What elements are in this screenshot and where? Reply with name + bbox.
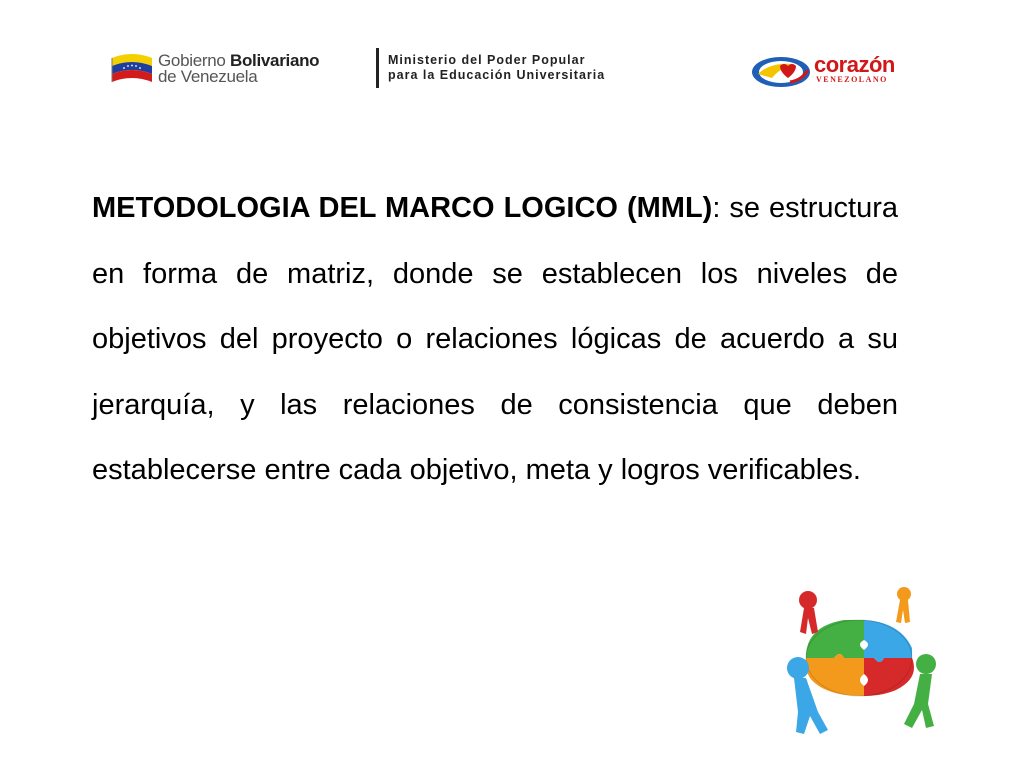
corazon-venezolano-logo: [750, 52, 930, 92]
gobierno-text: [158, 53, 373, 85]
corazon-title: corazón: [814, 52, 895, 77]
gobierno-word: Gobierno: [158, 51, 226, 70]
definition-body: se estructura en forma de matriz, donde se establecen los niveles de objetivos del proyecto o relaciones lógicas de acuerdo a su jerarquía, y las relaciones de consistencia que deben establecerse entre cada objetivo, meta y logros verificables.: [92, 192, 898, 486]
teamwork-puzzle-icon: [784, 582, 944, 740]
bolivariano-word: Bolivariano: [229, 51, 320, 70]
ministry-line-2: para la Educación Universitaria: [388, 68, 606, 82]
logo-divider: [376, 48, 379, 88]
gobierno-bolivariano-logo: [110, 48, 670, 92]
de-venezuela: de Venezuela: [158, 67, 258, 86]
corazon-subtitle: VENEZOLANO: [816, 75, 888, 84]
title-colon: :: [712, 192, 721, 224]
ministry-line-1: Ministerio del Poder Popular: [388, 53, 586, 67]
main-content: [92, 176, 898, 504]
venezuela-flag-icon: [110, 50, 154, 86]
ministry-text: [388, 53, 605, 83]
mml-title: METODOLOGIA DEL MARCO LOGICO (MML): [92, 192, 713, 224]
corazon-heart-icon: [750, 52, 814, 92]
definition-paragraph: [92, 176, 898, 504]
